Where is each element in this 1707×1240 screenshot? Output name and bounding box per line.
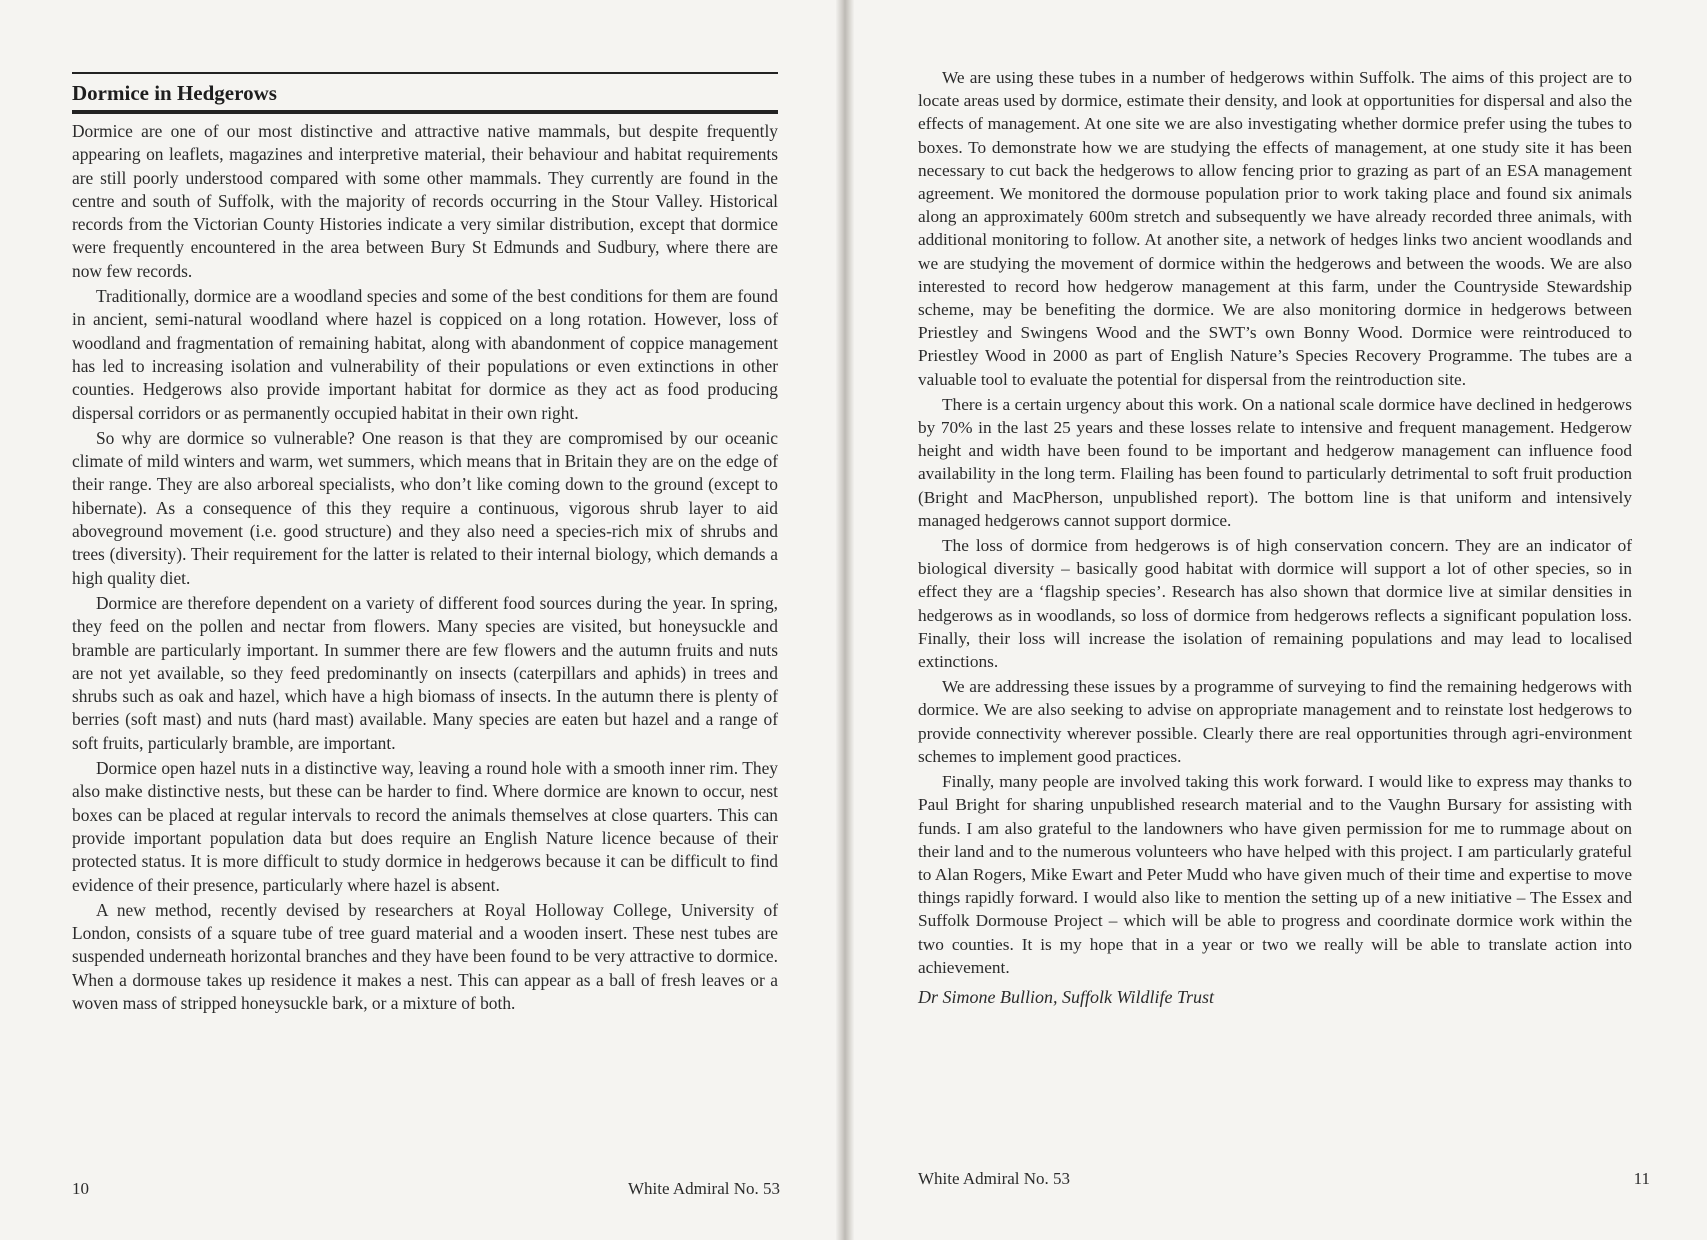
paragraph: Traditionally, dormice are a woodland species and some of the best conditions for them are found in ancient, semi-natural woodland where hazel is coppiced on a long rotation. However, loss of woodland and fragmentation of remaining habitat, along with abandonment of coppice management has led to increasing isolation and vulnerability of their populations or even extinctions in other counties. Hedgerows also provide important habitat for dormice as they act as food producing dispersal corridors or as permanently occupied habitat in their own right. <box>72 286 778 423</box>
magazine-issue: White Admiral No. 53 <box>918 1169 1071 1188</box>
paragraph: The loss of dormice from hedgerows is of high conservation concern. They are an indicator of biological diversity – basically good habitat with dormice will support a lot of other species, so in effect they are a ‘flagship species’. Research has also shown that dormice live at similar densities in hedgerows as in woodlands, so loss of dormice from hedgerows reflects a significant population loss. Finally, their loss will increase the isolation of remaining populations and may lead to localised extinctions. <box>918 536 1632 672</box>
paragraph: We are using these tubes in a number of hedgerows within Suffolk. The aims of this project are to locate areas used by dormice, estimate their density, and look at opportunities for dispersal and also the effects of management. At one site we are also investigating whether dormice prefer using the tubes to boxes. To demonstrate how we are studying the effects of management, at one study site it has been necessary to cut back the hedgerows to allow fencing prior to grazing as part of an ESA management agreement. We monitored the dormouse population prior to work taking place and found six animals along an approximately 600m stretch and subsequently we have already recorded three animals, with additional monitoring to follow. At another site, a network of hedges links two ancient woodlands and we are studying the movement of dormice within the hedgerows and between the woods. We are also interested to record how hedgerow management at this farm, under the Countryside Stewardship scheme, may be benefiting the dormice. We are also monitoring dormice in hedgerows between Priestley and Swingens Wood and the SWT’s own Bonny Wood. Dormice were reintroduced to Priestley Wood in 2000 as part of English Nature’s Species Recovery Programme. The tubes are a valuable tool to evaluate the potential for dispersal from the reintroduction site. <box>918 68 1632 389</box>
left-text-column <box>72 72 778 1017</box>
paragraph: There is a certain urgency about this work. On a national scale dormice have declined in hedgerows by 70% in the last 25 years and these losses relate to intensive and frequent management. Hedgerow height and width have been found to be important and hedgerow management can influence food availability in the long term. Flailing has been found to particularly detrimental to soft fruit production (Bright and MacPherson, unpublished report). The bottom line is that uniform and intensively managed hedgerows cannot support dormice. <box>918 394 1632 530</box>
paragraph: We are addressing these issues by a programme of surveying to find the remaining hedgerows with dormice. We are also seeking to advise on appropriate management and to reinstate lost hedgerows to provide connectivity wherever possible. Clearly there are real opportunities through agri-environment schemes to implement good practices. <box>918 677 1632 766</box>
paragraph: Dormice are one of our most distinctive and attractive native mammals, but despite frequently appearing on leaflets, magazines and interpretive material, their behaviour and habitat requirements are still poorly understood compared with some other mammals. They currently are found in the centre and south of Suffolk, with the majority of records occurring in the Stour Valley. Historical records from the Victorian County Histories indicate a very similar distribution, except that dormice were frequently encountered in the area between Bury St Edmunds and Sudbury, where there are now few records. <box>72 121 778 281</box>
page-number: 11 <box>1633 1169 1650 1188</box>
heading-rule-bottom <box>72 110 778 114</box>
author-signature: Dr Simone Bullion, Suffolk Wildlife Trust <box>918 986 1215 1007</box>
paragraph: Dormice open hazel nuts in a distinctive way, leaving a round hole with a smooth inner rim. They also make distinctive nests, but these can be harder to find. Where dormice are known to occur, nest boxes can be placed at regular intervals to record the animals themselves at close quarters. This can provide important population data but does require an English Nature licence because of their protected status. It is more difficult to study dormice in hedgerows because it can be difficult to find evidence of their presence, particularly where hazel is absent. <box>72 758 778 895</box>
right-page <box>848 0 1707 1240</box>
paragraph: Dormice are therefore dependent on a variety of different food sources during the year. In spring, they feed on the pollen and nectar from flowers. Many species are visited, but honeysuckle and bramble are particularly important. In summer there are few flowers and the autumn fruits and nuts are not yet available, so they feed predominantly on insects (caterpillars and aphids) in trees and shrubs such as oak and hazel, which have a high biomass of insects. In the autumn there is plenty of berries (soft mast) and nuts (hard mast) available. Many species are eaten but hazel and a range of soft fruits, particularly bramble, are important. <box>72 592 778 753</box>
paragraph: A new method, recently devised by researchers at Royal Holloway College, University of London, consists of a square tube of tree guard material and a wooden insert. These nest tubes are suspended underneath horizontal branches and they have been found to be very attractive to dormice. When a dormouse takes up residence it makes a nest. This can appear as a ball of fresh leaves or a woven mass of stripped honeysuckle bark, or a mixture of both. <box>72 899 778 1013</box>
magazine-issue: White Admiral No. 53 <box>627 1179 780 1198</box>
article-heading-block <box>72 72 778 114</box>
paragraph: So why are dormice so vulnerable? One reason is that they are compromised by our oceanic climate of mild winters and warm, wet summers, which means that in Britain they are on the edge of their range. They are also arboreal specialists, who don’t like coming down to the ground (except to hibernate). As a consequence of this they require a continuous, vigorous shrub layer to aid aboveground movement (i.e. good structure) and they also need a species-rich mix of shrubs and trees (diversity). Their requirement for the latter is related to their internal biology, which demands a high quality diet. <box>72 427 778 588</box>
article-title: Dormice in Hedgerows <box>72 81 277 105</box>
paragraph: Finally, many people are involved taking this work forward. I would like to express may thanks to Paul Bright for sharing unpublished research material and to the Vaughn Bursary for assisting with funds. I am also grateful to the landowners who have given permission for me to rummage about on their land and to the numerous volunteers who have helped with this project. I am particularly grateful to Alan Rogers, Mike Ewart and Peter Mudd who have given much of their time and expertise to move things rapidly forward. I would also like to mention the setting up of a new initiative – The Essex and Suffolk Dormouse Project – which will be able to progress and coordinate dormice work within the two counties. It is my hope that in a year or two we really will be able to translate action into achievement. <box>918 772 1632 977</box>
page-number: 10 <box>72 1179 89 1198</box>
left-page <box>0 0 842 1240</box>
heading-rule-top <box>72 72 778 74</box>
right-text-column <box>918 66 1632 1009</box>
book-gutter <box>836 0 854 1240</box>
